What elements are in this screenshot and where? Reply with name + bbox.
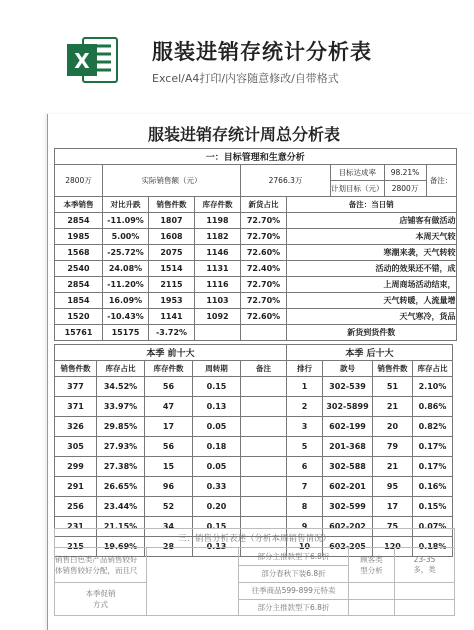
cell: 2854 <box>55 213 103 229</box>
cell: 326 <box>55 417 97 437</box>
cell-note: 天气转暖，人流量增 <box>287 293 457 309</box>
cell: 1520 <box>55 309 103 325</box>
cell: 1514 <box>149 261 195 277</box>
cell <box>241 497 287 517</box>
cell: 299 <box>55 457 97 477</box>
cell: 0.15 <box>193 377 241 397</box>
cell: 1 <box>287 377 323 397</box>
section1-heading: 一：目标管理和生意分析 <box>55 149 457 165</box>
analysis-blank <box>147 548 239 616</box>
cell: 215 <box>55 537 97 557</box>
cell: 23.44% <box>97 497 145 517</box>
col-header: 周转期 <box>193 361 241 377</box>
promo-label-text: 本季促销 <box>85 589 116 598</box>
cell <box>241 397 287 417</box>
col-header-note: 备注：当日销 <box>287 197 457 213</box>
cell: 72.60% <box>241 245 287 261</box>
cell: 0.18 <box>193 437 241 457</box>
cell: 2540 <box>55 261 103 277</box>
cell-note: 店铺客有做活动 <box>287 213 457 229</box>
cell: 33.97% <box>97 397 145 417</box>
rate-value: 98.21% <box>384 165 426 181</box>
cell-note: 天气寒冷，货品 <box>287 309 457 325</box>
cell: 56 <box>145 437 193 457</box>
cell: 95 <box>373 477 413 497</box>
cell: -11.09% <box>103 213 149 229</box>
col-header: 销售件数 <box>55 361 97 377</box>
promo-text: 部分主推款型下6.8折 <box>239 548 349 566</box>
table-row <box>55 261 457 277</box>
table-row <box>55 417 453 437</box>
cell: 1568 <box>55 245 103 261</box>
cell <box>241 477 287 497</box>
cell: 2.10% <box>413 377 453 397</box>
cell: 1141 <box>149 309 195 325</box>
plan-target-value: 2800万 <box>384 181 426 197</box>
col-header: 库存件数 <box>145 361 193 377</box>
cell: 72.60% <box>241 309 287 325</box>
table-row <box>55 293 457 309</box>
col-header: 销售件数 <box>149 197 195 213</box>
table-row <box>55 497 453 517</box>
table-row <box>55 477 453 497</box>
cell: 1103 <box>195 293 241 309</box>
col-header: 新货占比 <box>241 197 287 213</box>
table-row <box>55 457 453 477</box>
top-bottom-ten-table <box>54 344 453 557</box>
top-ten-heading: 本季 前十大 <box>55 345 287 361</box>
cell: 56 <box>145 377 193 397</box>
cell <box>349 599 395 616</box>
cell: 96 <box>145 477 193 497</box>
cell-note: 上周商场活动结束， <box>287 277 457 293</box>
guest-type-text: 型分析 <box>360 566 383 575</box>
cell: 602-199 <box>323 417 373 437</box>
cell: 3 <box>287 417 323 437</box>
cell: 0.05 <box>193 457 241 477</box>
cell: 1953 <box>149 293 195 309</box>
cell: 0.86% <box>413 397 453 417</box>
bottom-ten-heading: 本季 后十大 <box>287 345 453 361</box>
cell: -10.43% <box>103 309 149 325</box>
cell: 21.15% <box>97 517 145 537</box>
table-row <box>55 229 457 245</box>
analysis-text: 体销售较好分配，而且尺 <box>55 566 138 575</box>
cell <box>195 325 241 341</box>
actual-sales-label: 实际销售额（元） <box>103 165 241 197</box>
cell <box>241 417 287 437</box>
cell-note: 本周天气较 <box>287 229 457 245</box>
cell: 1198 <box>195 213 241 229</box>
cell: 2075 <box>149 245 195 261</box>
guest-type-label <box>349 548 395 583</box>
cell: 302-588 <box>323 457 373 477</box>
cell: 72.40% <box>241 261 287 277</box>
cell: 302-539 <box>323 377 373 397</box>
table-row <box>55 437 453 457</box>
cell: 0.33 <box>193 477 241 497</box>
cell: 1854 <box>55 293 103 309</box>
col-header: 款号 <box>323 361 373 377</box>
cell: -11.20% <box>103 277 149 293</box>
cell: 0.15 <box>193 517 241 537</box>
table-row <box>55 213 457 229</box>
cell: 34.52% <box>97 377 145 397</box>
cell: 21 <box>373 457 413 477</box>
cell: 201-368 <box>323 437 373 457</box>
cell: 0.17% <box>413 457 453 477</box>
cell: 305 <box>55 437 97 457</box>
col-header: 对比升跌 <box>103 197 149 213</box>
cell: 15175 <box>103 325 149 341</box>
cell: 1092 <box>195 309 241 325</box>
cell <box>349 583 395 600</box>
cell: 1131 <box>195 261 241 277</box>
table-row <box>55 377 453 397</box>
cell: 291 <box>55 477 97 497</box>
col-header: 库存占比 <box>413 361 453 377</box>
col-header: 库存占比 <box>97 361 145 377</box>
template-header <box>0 0 474 100</box>
table-row <box>55 309 457 325</box>
cell: 21 <box>373 397 413 417</box>
cell <box>395 599 455 616</box>
cell: 0.13 <box>193 537 241 557</box>
cell: 377 <box>55 377 97 397</box>
cell: 15 <box>145 457 193 477</box>
cell: 20 <box>373 417 413 437</box>
cell: 2854 <box>55 277 103 293</box>
col-header: 本季销售 <box>55 197 103 213</box>
excel-icon <box>65 32 121 88</box>
table-row <box>55 277 457 293</box>
cell: 1608 <box>149 229 195 245</box>
cell <box>241 377 287 397</box>
guest-type-text: 顾客类 <box>360 555 383 564</box>
section3-heading: 三：销售分析表述（分析本周销售情况） <box>55 529 455 548</box>
guest-type-detail <box>395 548 455 583</box>
cell: 256 <box>55 497 97 517</box>
cell-note: 寒潮来袭，天气转较 <box>287 245 457 261</box>
cell: 0.07% <box>413 517 453 537</box>
cell: 79 <box>373 437 413 457</box>
cell: 47 <box>145 397 193 417</box>
col-header: 备注 <box>241 361 287 377</box>
cell: 5 <box>287 437 323 457</box>
note-label: 备注： <box>426 165 456 197</box>
cell: 52 <box>145 497 193 517</box>
template-title: 服装进销存统计分析表 <box>152 40 372 64</box>
cell: 24.08% <box>103 261 149 277</box>
cell: 27.93% <box>97 437 145 457</box>
table-row <box>55 397 453 417</box>
cell: 302-599 <box>323 497 373 517</box>
target-analysis-table <box>54 148 457 341</box>
col-header: 排行 <box>287 361 323 377</box>
cell: 2 <box>287 397 323 417</box>
cell: 29.85% <box>97 417 145 437</box>
cell: 15761 <box>55 325 103 341</box>
cell: 120 <box>373 537 413 557</box>
cell: 2115 <box>149 277 195 293</box>
cell: 34 <box>145 517 193 537</box>
table-row-total <box>55 325 457 341</box>
actual-sales-value: 2766.3万 <box>241 165 331 197</box>
cell: 231 <box>55 517 97 537</box>
cell: 1116 <box>195 277 241 293</box>
cell: 1146 <box>195 245 241 261</box>
cell: 1807 <box>149 213 195 229</box>
cell: 17 <box>145 417 193 437</box>
cell: 51 <box>373 377 413 397</box>
cell <box>241 437 287 457</box>
sheet-title: 服装进销存统计周总分析表 <box>147 125 340 144</box>
cell: 1182 <box>195 229 241 245</box>
cell: 0.15% <box>413 497 453 517</box>
rate-label: 目标达成率 <box>331 165 385 181</box>
cell: 75 <box>373 517 413 537</box>
promo-label <box>55 583 147 616</box>
cell: 10 <box>287 537 323 557</box>
analysis-text: 销售白色类产品销售较好 <box>55 555 138 564</box>
cell: 602-205 <box>323 537 373 557</box>
cell: 72.70% <box>241 293 287 309</box>
col-header: 库存件数 <box>195 197 241 213</box>
promo-text: 部分春秋下装6.8折 <box>239 565 349 583</box>
cell: 7 <box>287 477 323 497</box>
cell: -25.72% <box>103 245 149 261</box>
analysis-left <box>55 548 147 583</box>
sales-analysis-table <box>54 528 455 616</box>
cell: 0.16% <box>413 477 453 497</box>
cell: 371 <box>55 397 97 417</box>
cell: 0.13 <box>193 397 241 417</box>
cell: 72.70% <box>241 277 287 293</box>
cell: 0.20 <box>193 497 241 517</box>
cell: 5.00% <box>103 229 149 245</box>
promo-text: 往季商品599-899元特卖 <box>239 583 349 600</box>
template-subtitle: Excel/A4打印/内容随意修改/自带格式 <box>152 72 339 85</box>
table-row <box>55 245 457 261</box>
cell-note: 活动的效果还不错，成 <box>287 261 457 277</box>
cell: 17 <box>373 497 413 517</box>
cell <box>241 457 287 477</box>
cell: 27.38% <box>97 457 145 477</box>
cell: 28 <box>145 537 193 557</box>
plan-target-label: 计划目标（元） <box>331 181 385 197</box>
col-header: 销售件数 <box>373 361 413 377</box>
cell: 6 <box>287 457 323 477</box>
cell: 0.82% <box>413 417 453 437</box>
svg-text:X: X <box>74 49 90 73</box>
promo-label-text: 方式 <box>93 600 108 609</box>
cell: 9 <box>287 517 323 537</box>
cell: 72.70% <box>241 229 287 245</box>
promo-text: 部分主推款型下6.8折 <box>239 599 349 616</box>
cell: 0.05 <box>193 417 241 437</box>
cell: 16.09% <box>103 293 149 309</box>
cell: 1985 <box>55 229 103 245</box>
cell <box>241 325 287 341</box>
cell: -3.72% <box>149 325 195 341</box>
cell: 602-202 <box>323 517 373 537</box>
cell: 26.65% <box>97 477 145 497</box>
cell: 302-5899 <box>323 397 373 417</box>
cell: 0.17% <box>413 437 453 457</box>
cell: 8 <box>287 497 323 517</box>
cell <box>395 583 455 600</box>
guest-type-text: 23-35 <box>413 555 436 564</box>
cell: 72.70% <box>241 213 287 229</box>
guest-type-text: 多，类 <box>413 565 436 574</box>
target-amount: 2800万 <box>55 165 103 197</box>
cell-note: 新货到货件数 <box>287 325 457 341</box>
spreadsheet-preview <box>47 114 474 630</box>
cell: 19.69% <box>97 537 145 557</box>
cell: 602-201 <box>323 477 373 497</box>
cell: 0.18% <box>413 537 453 557</box>
